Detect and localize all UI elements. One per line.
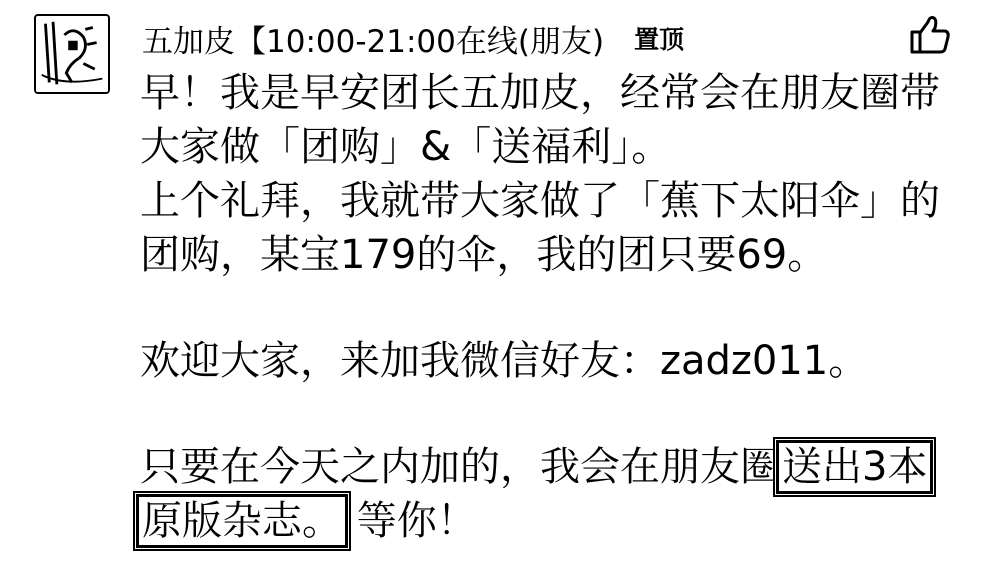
content-text: 等你！ (356, 498, 477, 544)
content-line: 上个礼拜，我就带大家做了「蕉下太阳伞」的 (140, 178, 940, 224)
paragraph-gap (140, 388, 960, 440)
post-content (140, 66, 960, 548)
content-line: 欢迎大家，来加我微信好友：zadz011。 (140, 338, 869, 384)
content-line: 大家做「团购」&「送福利」。 (140, 124, 672, 170)
pinned-badge: 置顶 (634, 25, 685, 54)
content-text: 只要在今天之内加的，我会在朋友圈 (140, 444, 780, 490)
avatar-image (36, 16, 108, 92)
highlight-box: 送出3本 (782, 444, 928, 490)
content-line (140, 494, 960, 548)
content-line (140, 440, 960, 494)
content-line: 团购，某宝179的伞，我的团只要69。 (140, 232, 828, 278)
content-line: 早！我是早安团长五加皮，经常会在朋友圈带 (140, 70, 940, 116)
thumbs-up-icon[interactable] (908, 12, 952, 56)
avatar[interactable] (34, 14, 110, 94)
post-header (142, 16, 684, 60)
highlight-box: 原版杂志。 (142, 498, 342, 544)
paragraph-gap (140, 282, 960, 334)
author-name[interactable]: 五加皮【10:00-21:00在线(朋友) (142, 23, 605, 60)
